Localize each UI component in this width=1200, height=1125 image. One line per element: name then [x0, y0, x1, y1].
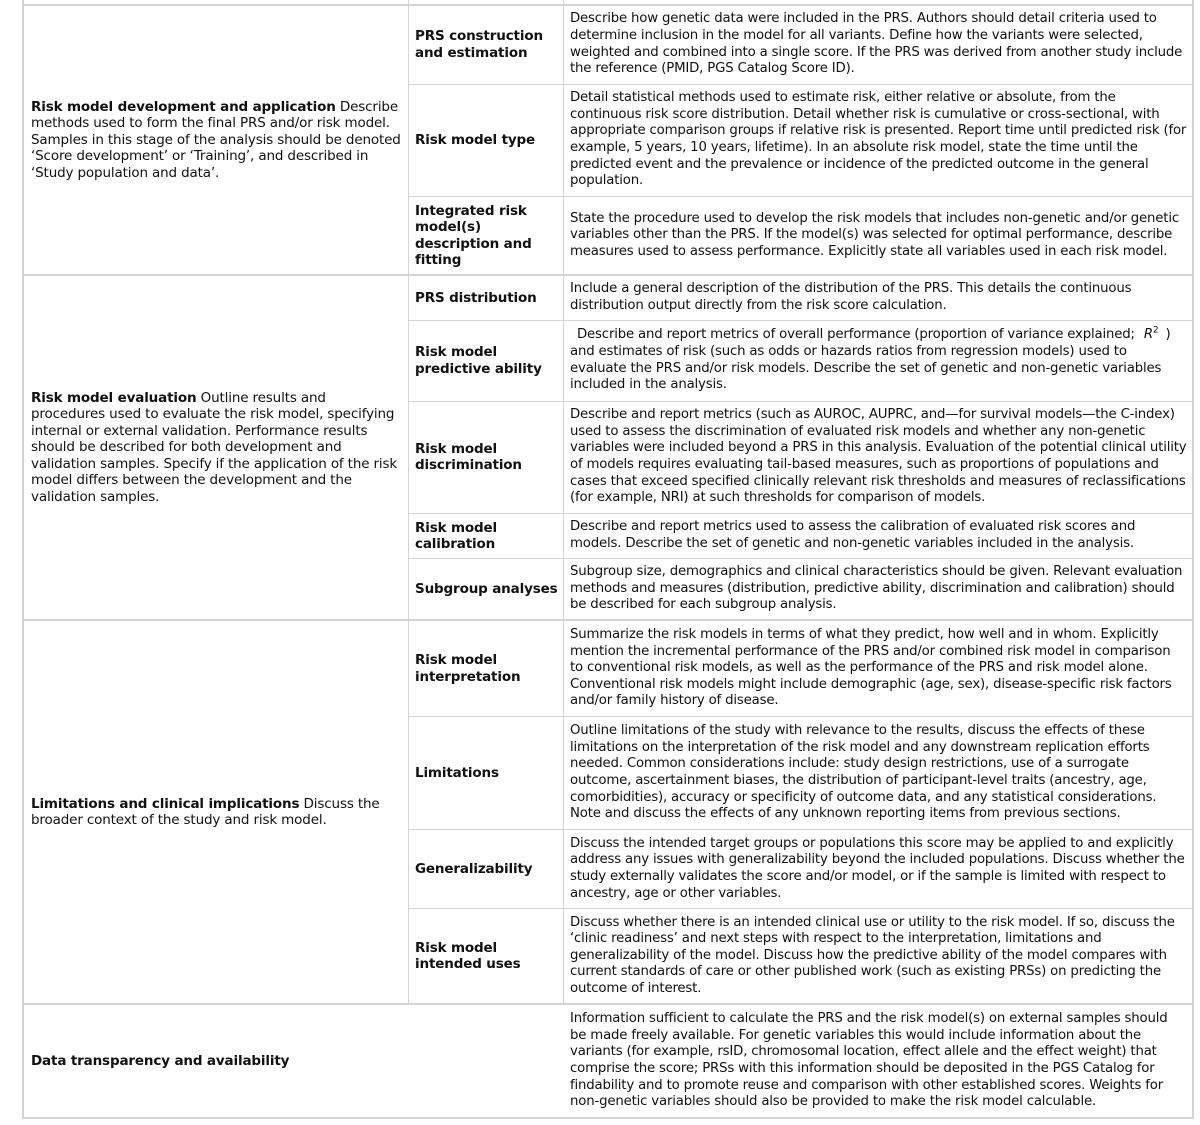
table-row — [408, 559, 1192, 619]
section-title: Data transparency and availability — [31, 1052, 290, 1069]
item-description: Describe and report metrics used to assess the calibration of evaluated risk scores and models. Describe the set of genetic and non-genetic variables included in the analysis. — [570, 519, 1136, 551]
item-description: Describe how genetic data were included in the PRS. Authors should detail criteria used to determine inclusion in the model for all variants. Define how the variants were selected, weighted and combined into a single score. If the PRS was derived from another study include the reference (PMID, PGS Catalog Score ID). — [570, 11, 1183, 77]
table-row — [408, 276, 1192, 320]
item-label: Risk model interpretation — [415, 652, 521, 685]
table-row — [408, 197, 1192, 274]
item-description: Information sufficient to calculate the PRS and the risk model(s) on external samples should be made freely available. For genetic variables this would include information about the variants (for example, rsID, chromosomal location, effect allele and the effect weight) that comprise the score; PRSs with this information should be deposited in the PGS Catalog for findability and to promote reuse and comparison with other established scores. Weights for non-genetic variables should also be provided to make the risk model calculable. — [570, 1011, 1168, 1110]
item-description: Include a general description of the distribution of the PRS. This details the continuous distribution output directly from the risk score calculation. — [570, 281, 1132, 313]
section-description: Describe methods used to form the final PRS and/or risk model. Samples in this stage of the analysis should be denoted ‘Score development’ or ‘Training’, and described in ‘Study population and data’. — [31, 98, 401, 181]
item-label: Risk model intended uses — [415, 939, 521, 972]
item-label: PRS construction and estimation — [415, 28, 543, 61]
section-cell — [24, 6, 408, 274]
table-row — [408, 830, 1192, 908]
section-text — [24, 796, 408, 829]
item-description: Discuss whether there is an intended clinical use or utility to the risk model. If so, discuss the ‘clinic readiness’ and next steps with respect to the interpretation, limitations and generalizability of the model. Discuss how the predictive ability of the model compares with current standards of care or other published work (such as existing PRSs) on predicting the outcome of interest. — [570, 914, 1175, 996]
section-cell — [24, 621, 408, 1003]
item-label: Integrated risk model(s) description and fitting — [415, 202, 532, 268]
table-row — [408, 85, 1192, 195]
r-squared-exponent: 2 — [1152, 325, 1159, 336]
table-row — [408, 514, 1192, 558]
item-description: State the procedure used to develop the risk models that includes non-genetic and/or genetic variables other than the PRS. If the model(s) was selected for optimal performance, describe measures used to assess performance. Explicitly state all variables used in each risk model. — [570, 210, 1179, 259]
section-text — [24, 99, 408, 181]
r-squared-symbol: R — [1143, 327, 1153, 343]
item-description: Describe and report metrics (such as AUROC, AUPRC, and—for survival models—the C-index) used to assess the discrimination of evaluated risk models and whether any non-genetic variables were included beyond a PRS in this analysis. Evaluation of the potential clinical utility of models requires evaluating tail-based measures, such as proportions of populations and cases that exceed specified clinically relevant risk thresholds and measures of reclassifications (for example, NRI) at such thresholds for comparison of models. — [570, 407, 1187, 506]
table-row — [408, 402, 1192, 512]
section-cell — [24, 276, 408, 619]
item-label: PRS distribution — [415, 289, 537, 306]
item-description: Discuss the intended target groups or populations this score may be applied to and explicitly address any issues with generalizability beyond the included populations. Discuss whether the study externally validates the score and/or model, or if the sample is limited with respect to ancestry, age or other variables. — [570, 835, 1185, 901]
item-label: Risk model type — [415, 131, 536, 148]
table-row — [24, 1005, 1192, 1117]
item-label: Generalizability — [415, 860, 533, 877]
item-description: Subgroup size, demographics and clinical characteristics should be given. Relevant evaluation methods and measures (distribution, predictive ability, discrimination and calibration) should be described for each subgroup analysis. — [570, 564, 1183, 613]
table-row — [408, 909, 1192, 1003]
item-description: Outline limitations of the study with relevance to the results, discuss the effects of these limitations on the interpretation of the risk model and any downstream replication efforts needed. Common considerations include: study design restrictions, use of a surrogate outcome, ascertainment biases, the distribution of participant-level traits (ancestry, age, comorbidities), accuracy or specificity of outcome data, and any statistical considerations. Note and discuss the effects of any unknown reporting items from previous sections. — [570, 723, 1157, 822]
item-description: Summarize the risk models in terms of what they predict, how well and in whom. Explicitly mention the incremental performance of the PRS and/or combined risk model in comparison to conventional risk models, as well as the performance of the PRS and risk model alone. Conventional risk models might include demographic (age, sex), disease-specific risk factors and/or family history of disease. — [570, 627, 1172, 709]
table-row — [408, 321, 1192, 400]
item-label: Limitations — [415, 764, 499, 781]
table-row — [408, 6, 1192, 83]
section-description: Discuss the broader context of the study and risk model. — [31, 795, 380, 828]
table-row — [408, 717, 1192, 829]
item-label: Risk model predictive ability — [415, 344, 542, 377]
section-text — [24, 390, 408, 505]
section-description: Outline results and procedures used to evaluate the risk model, specifying internal or external validation. Performance results should be described for both development and validation samples. Specify if the application of the risk model differs between the development and the validation samples. — [31, 390, 398, 505]
item-label: Subgroup analyses — [415, 580, 558, 597]
item-description: Detail statistical methods used to estimate risk, either relative or absolute, from the continuous risk score distribution. Detail whether risk is cumulative or cross-sectional, with appropriate comparison groups if relative risk is presented. Report time until predicted risk (for example, 5 years, 10 years, lifetime). In an absolute risk model, state the time until the predicted event and the prevalence or incidence of the predicted outcome in the general population. — [570, 90, 1187, 189]
table-row — [408, 621, 1192, 716]
item-label: Risk model discrimination — [415, 440, 522, 473]
reporting-table — [22, 0, 1194, 1119]
section-title: Risk model development and application — [31, 98, 336, 115]
section-title: Limitations and clinical implications — [31, 795, 300, 812]
item-label: Risk model calibration — [415, 519, 498, 552]
section-title: Risk model evaluation — [31, 390, 197, 407]
item-description: Describe and report metrics of overall performance (proportion of variance explained; $R^2$ ) and estimates of risk (such as odds or hazards ratios from regression models) used to evaluate the PRS and/or risk models. Describe the set of genetic and non-genetic variables included in the analysis. — [570, 325, 1171, 393]
